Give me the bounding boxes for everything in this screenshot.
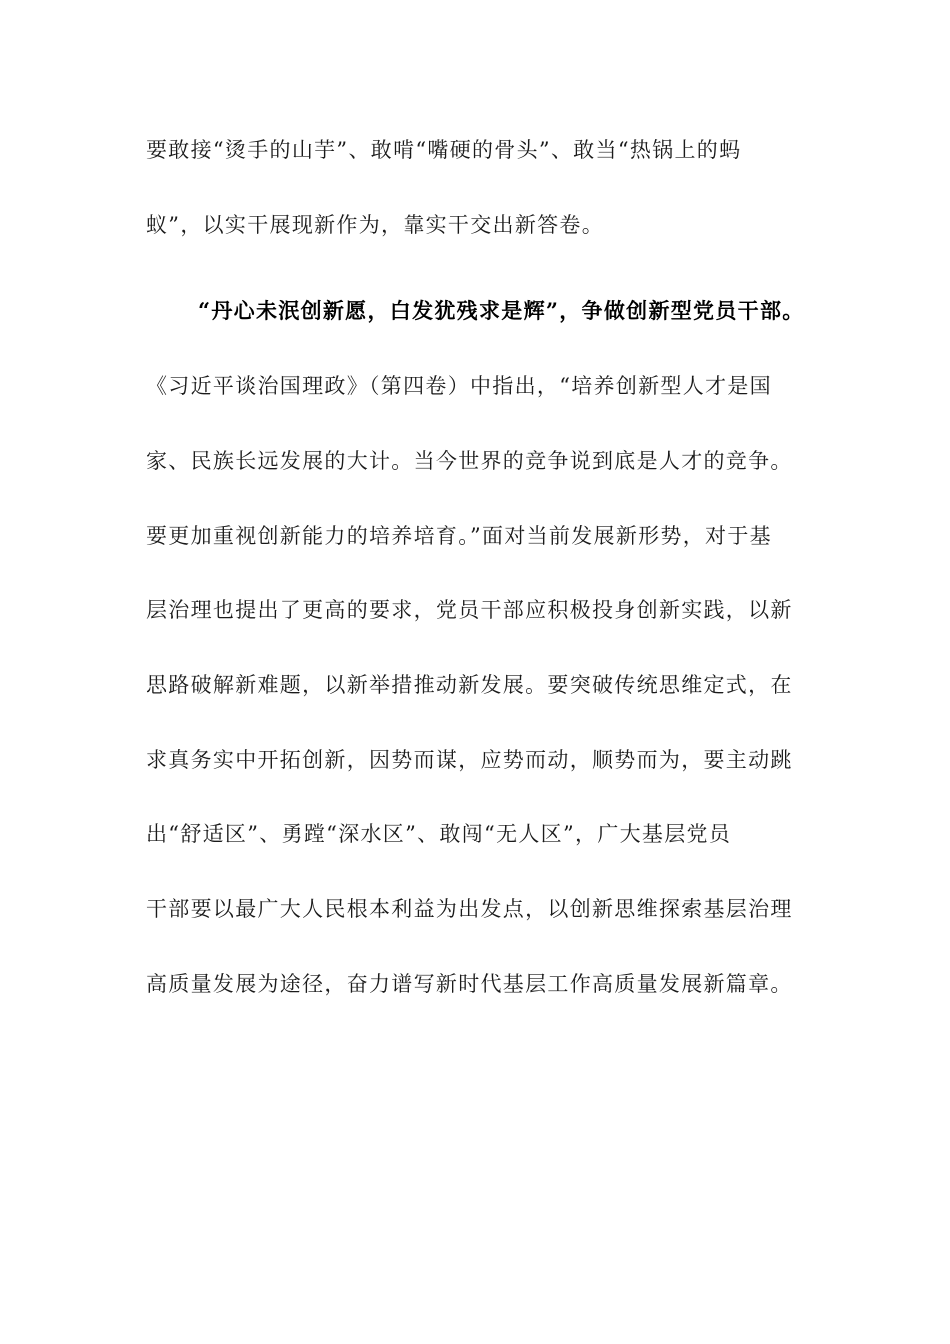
section-heading: “丹心未泯创新愿，白发犹残求是辉”，争做创新型党员干部。: [198, 298, 805, 323]
paragraph-2-line-4: 层治理也提出了更高的要求，党员干部应积极投身创新实践，以新: [146, 598, 793, 622]
paragraph-2-line-3: 要更加重视创新能力的培养培育。”面对当前发展新形势，对于基: [146, 524, 772, 548]
paragraph-2-line-8: 干部要以最广大人民根本利益为出发点，以创新思维探索基层治理: [146, 897, 793, 921]
paragraph-2-line-7: 出“舒适区”、勇蹚“深水区”、敢闯“无人区”，广大基层党员: [146, 822, 732, 846]
paragraph-2-line-6: 求真务实中开拓创新，因势而谋，应势而动，顺势而为，要主动跳: [146, 748, 793, 772]
paragraph-2-line-9: 高质量发展为途径，奋力谱写新时代基层工作高质量发展新篇章。: [146, 972, 793, 996]
paragraph-2-line-2: 家、民族长远发展的大计。当今世界的竞争说到底是人才的竞争。: [146, 449, 793, 473]
paragraph-2-line-5: 思路破解新难题，以新举措推动新发展。要突破传统思维定式，在: [146, 673, 793, 697]
paragraph-1-line-1: 要敢接“烫手的山芋”、敢啃“嘴硬的骨头”、敢当“热锅上的蚂: [146, 138, 742, 162]
paragraph-2-line-1: 《习近平谈治国理政》（第四卷）中指出，“培养创新型人才是国: [146, 374, 772, 398]
paragraph-1-line-2: 蚁”，以实干展现新作为，靠实干交出新答卷。: [146, 213, 605, 237]
